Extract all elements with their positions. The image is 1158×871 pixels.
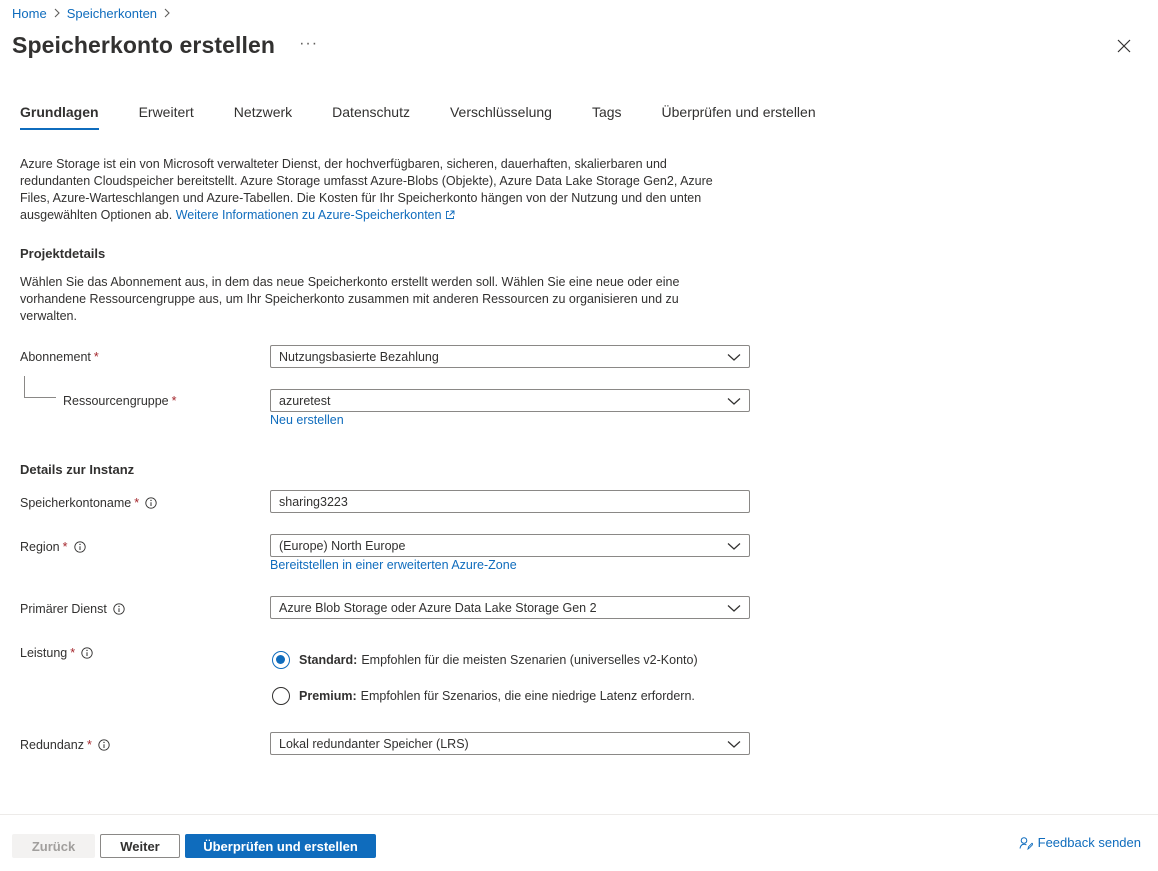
primary-service-value: Azure Blob Storage oder Azure Data Lake Storage Gen 2 xyxy=(279,600,597,615)
create-new-resource-group-link[interactable]: Neu erstellen xyxy=(270,413,344,427)
info-icon[interactable] xyxy=(81,647,93,659)
chevron-down-icon xyxy=(727,396,741,406)
intro-text xyxy=(20,156,740,225)
chevron-down-icon xyxy=(727,352,741,362)
storage-account-name-label: Speicherkontoname * xyxy=(20,496,157,510)
region-value: (Europe) North Europe xyxy=(279,538,406,553)
primary-service-dropdown[interactable] xyxy=(270,596,750,619)
info-icon[interactable] xyxy=(113,603,125,615)
learn-more-link[interactable]: Weitere Informationen zu Azure-Speicherkonten xyxy=(176,208,455,222)
radio-button-checked[interactable] xyxy=(272,651,290,669)
feedback-link[interactable]: Feedback senden xyxy=(1019,835,1141,850)
project-details-heading: Projektdetails xyxy=(20,246,106,261)
performance-label: Leistung * xyxy=(20,646,93,660)
primary-service-label: Primärer Dienst xyxy=(20,602,125,616)
standard-title: Standard: xyxy=(299,653,358,667)
storage-account-name-input[interactable] xyxy=(270,490,750,513)
title-row xyxy=(12,32,318,59)
tree-connector xyxy=(24,376,56,398)
tab-tags[interactable]: Tags xyxy=(591,104,622,120)
subscription-label: Abonnement * xyxy=(20,350,99,364)
redundancy-label: Redundanz * xyxy=(20,738,110,752)
info-icon[interactable] xyxy=(145,497,157,509)
performance-premium-option[interactable] xyxy=(272,687,695,705)
tab-verschluesselung[interactable]: Verschlüsselung xyxy=(449,104,552,120)
premium-title: Premium: xyxy=(299,689,357,703)
region-dropdown[interactable] xyxy=(270,534,750,557)
performance-standard-option[interactable] xyxy=(272,651,698,669)
subscription-dropdown[interactable] xyxy=(270,345,750,368)
resource-group-value: azuretest xyxy=(279,393,331,408)
review-create-button[interactable]: Überprüfen und erstellen xyxy=(185,834,376,858)
region-label: Region * xyxy=(20,540,86,554)
tab-bar xyxy=(20,104,856,130)
redundancy-value: Lokal redundanter Speicher (LRS) xyxy=(279,736,469,751)
next-button[interactable]: Weiter xyxy=(100,834,180,858)
radio-button-unchecked[interactable] xyxy=(272,687,290,705)
external-link-icon xyxy=(445,208,455,225)
tab-erweitert[interactable]: Erweitert xyxy=(138,104,194,120)
back-button[interactable]: Zurück xyxy=(12,834,95,858)
resource-group-dropdown[interactable] xyxy=(270,389,750,412)
info-icon[interactable] xyxy=(74,541,86,553)
chevron-right-icon xyxy=(53,8,61,18)
close-icon[interactable] xyxy=(1116,38,1132,54)
tab-netzwerk[interactable]: Netzwerk xyxy=(233,104,293,120)
storage-account-name-text[interactable] xyxy=(279,495,749,509)
subscription-value: Nutzungsbasierte Bezahlung xyxy=(279,349,439,364)
info-icon[interactable] xyxy=(98,739,110,751)
footer-divider xyxy=(0,814,1158,815)
chevron-down-icon xyxy=(727,603,741,613)
page-title: Speicherkonto erstellen xyxy=(12,32,276,58)
breadcrumb xyxy=(12,4,171,22)
project-details-description: Wählen Sie das Abonnement aus, in dem das neue Speicherkonto erstellt werden soll. Wählen Sie eine neue oder eine vorhandene Ressourcengruppe aus, um Ihr Speicherkonto zusammen mit anderen Ressourcen zu organisieren und zu verwalten. xyxy=(20,275,680,323)
instance-details-heading: Details zur Instanz xyxy=(20,462,135,477)
breadcrumb-home-link[interactable]: Home xyxy=(12,5,47,21)
more-options-icon[interactable]: ··· xyxy=(299,34,319,52)
chevron-down-icon xyxy=(727,739,741,749)
feedback-icon xyxy=(1019,836,1033,850)
breadcrumb-storage-accounts-link[interactable]: Speicherkonten xyxy=(66,5,158,21)
chevron-right-icon xyxy=(163,8,171,18)
tab-datenschutz[interactable]: Datenschutz xyxy=(332,104,410,120)
standard-description: Empfohlen für die meisten Szenarien (universelles v2-Konto) xyxy=(361,653,698,667)
redundancy-dropdown[interactable] xyxy=(270,732,750,755)
intro-description: Azure Storage ist ein von Microsoft verwalteter Dienst, der hochverfügbaren, sicheren, dauerhaften, skalierbaren und redundanten Cloudspeicher bereitstellt. Azure Storage umfasst Azure-Blobs (Objekte), Azure Data Lake Storage Gen2, Azure Files, Azure-Warteschlangen und Azure-Tabellen. Die Kosten für Ihr Speicherkonto hängen von der Nutzung und den unten ausgewählten Optionen ab. xyxy=(20,157,713,222)
edge-zone-link[interactable]: Bereitstellen in einer erweiterten Azure-Zone xyxy=(270,558,517,572)
chevron-down-icon xyxy=(727,541,741,551)
resource-group-label: Ressourcengruppe * xyxy=(63,394,177,408)
premium-description: Empfohlen für Szenarios, die eine niedrige Latenz erfordern. xyxy=(360,689,695,703)
tab-grundlagen[interactable]: Grundlagen xyxy=(20,104,99,130)
tab-ueberpruefen[interactable]: Überprüfen und erstellen xyxy=(661,104,816,120)
